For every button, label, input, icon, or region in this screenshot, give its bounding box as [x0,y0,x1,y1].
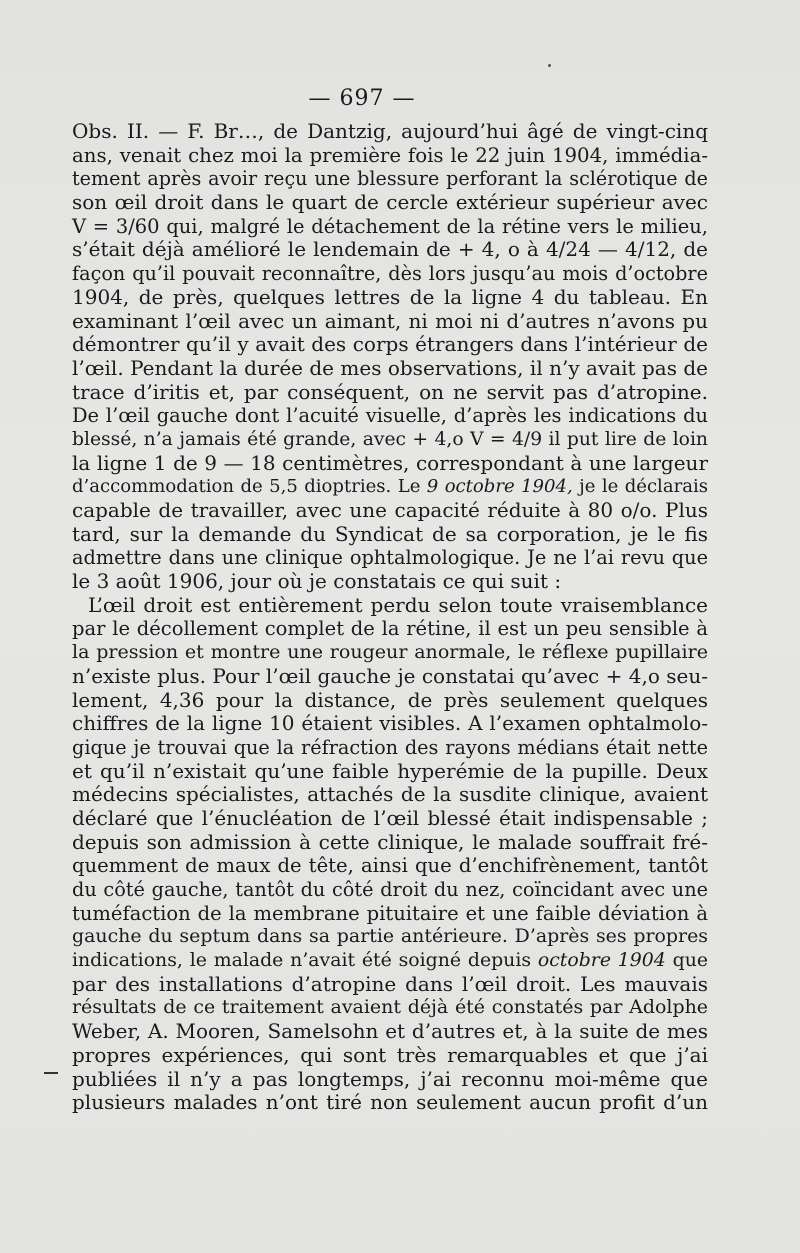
text-line: son œil droit dans le quart de cercle extérieur supérieur avec [72,190,708,215]
italic-date: octobre 1904 [537,949,666,972]
text-line: examinant l’œil avec un aimant, ni moi ni d’autres n’avons pu [72,308,708,333]
text-line: Weber, A. Mooren, Samelsohn et d’autres et, à la suite de mes [72,1019,708,1044]
text-line: par le décollement complet de la rétine, il est un peu sensible à [72,617,708,641]
text-run: je le déclarais [572,476,708,498]
page-speck [548,64,551,67]
text-line: tement après avoir reçu une blessure perforant la sclérotique de [72,167,708,191]
text-run: indications, le malade n’avait été soigné depuis [72,949,538,972]
text-line: admettre dans une clinique ophtalmologique. Je ne l’ai revu que [72,546,708,570]
text-line: et qu’il n’existait qu’une faible hyperémie de la pupille. Deux [72,758,708,783]
text-line: la pression et montre une rougeur anormale, le réflexe pupillaire [72,641,708,664]
text-line: publiées il n’y a pas longtemps, j’ai reconnu moi-même que [72,1066,708,1091]
text-line: du côté gauche, tantôt du côté droit du nez, coïncidant avec une [72,878,708,901]
text-line [72,475,708,499]
text-line: propres expériences, qui sont très remarquables et que j’ai [72,1042,708,1067]
text-line: quemment de maux de tête, ainsi que d’enchifrènement, tantôt [72,854,708,878]
text-line: la ligne 1 de 9 — 18 centimètres, correspondant à une largeur [72,450,708,475]
text-line: démontrer qu’il y avait des corps étrangers dans l’intérieur de [72,332,708,357]
body-text [72,120,708,1115]
text-line [72,949,708,973]
text-line: n’existe plus. Pour l’œil gauche je constatai qu’avec + 4,o seu- [72,663,708,688]
text-line: tuméfaction de la membrane pituitaire et une faible déviation à [72,901,708,925]
text-line: le 3 août 1906, jour où je constatais ce qui suit : [72,569,562,594]
text-line: capable de travailler, avec une capacité réduite à 80 o/o. Plus [72,498,708,522]
text-line: depuis son admission à cette clinique, le malade souffrait fré- [72,829,708,854]
text-line: tard, sur la demande du Syndicat de sa corporation, je le fis [72,521,708,546]
page-number [0,86,800,111]
text-line: par des installations d’atropine dans l’œil droit. Les mauvais [72,971,708,996]
text-line: gique je trouvai que la réfraction des rayons médians était nette [72,735,708,759]
text-run: que [665,949,708,972]
text-line: lement, 4,36 pour la distance, de près seulement quelques [72,687,708,712]
text-line: De l’œil gauche dont l’acuité visuelle, d’après les indications du [72,404,708,428]
text-line: blessé, n’a jamais été grande, avec + 4,o V = 4/9 il put lire de loin [72,428,708,450]
text-line: V = 3/60 qui, malgré le détachement de la rétine vers le milieu, [72,214,708,238]
text-line: plusieurs malades n’ont tiré non seulement aucun profit d’un [72,1090,708,1115]
text-run: d’accommodation de 5,5 dioptries. Le [72,476,427,498]
text-line: L’œil droit est entièrement perdu selon toute vraisemblance [88,592,708,617]
text-line: résultats de ce traitement avaient déjà été constatés par Adolphe [72,996,708,1019]
text-line: l’œil. Pendant la durée de mes observations, il n’y avait pas de [72,355,708,380]
text-line: médecins spécialistes, attachés de la susdite clinique, avaient [72,782,708,807]
text-line: déclaré que l’énucléation de l’œil blessé était indispensable ; [72,805,708,830]
page-number-text: — 697 — [308,86,416,111]
text-line: chiffres de la ligne 10 étaient visibles. A l’examen ophtalmolo- [72,711,708,736]
text-line: ans, venait chez moi la première fois le 22 juin 1904, immédia- [72,143,708,167]
italic-date: 9 octobre 1904, [426,476,573,498]
text-line: trace d’iritis et, par conséquent, on ne servit pas d’atropine. [72,379,708,404]
text-line: Obs. II. — F. Br…, de Dantzig, aujourd’hui âgé de vingt-cinq [72,119,708,143]
text-line: s’était déjà amélioré le lendemain de + 4, o à 4/24 — 4/12, de [72,237,708,262]
text-line: façon qu’il pouvait reconnaître, dès lors jusqu’au mois d’octobre [72,262,708,286]
text-line: gauche du septum dans sa partie antérieure. D’après ses propres [72,925,708,948]
margin-mark [44,1072,58,1074]
text-line: 1904, de près, quelques lettres de la ligne 4 du tableau. En [72,284,708,309]
